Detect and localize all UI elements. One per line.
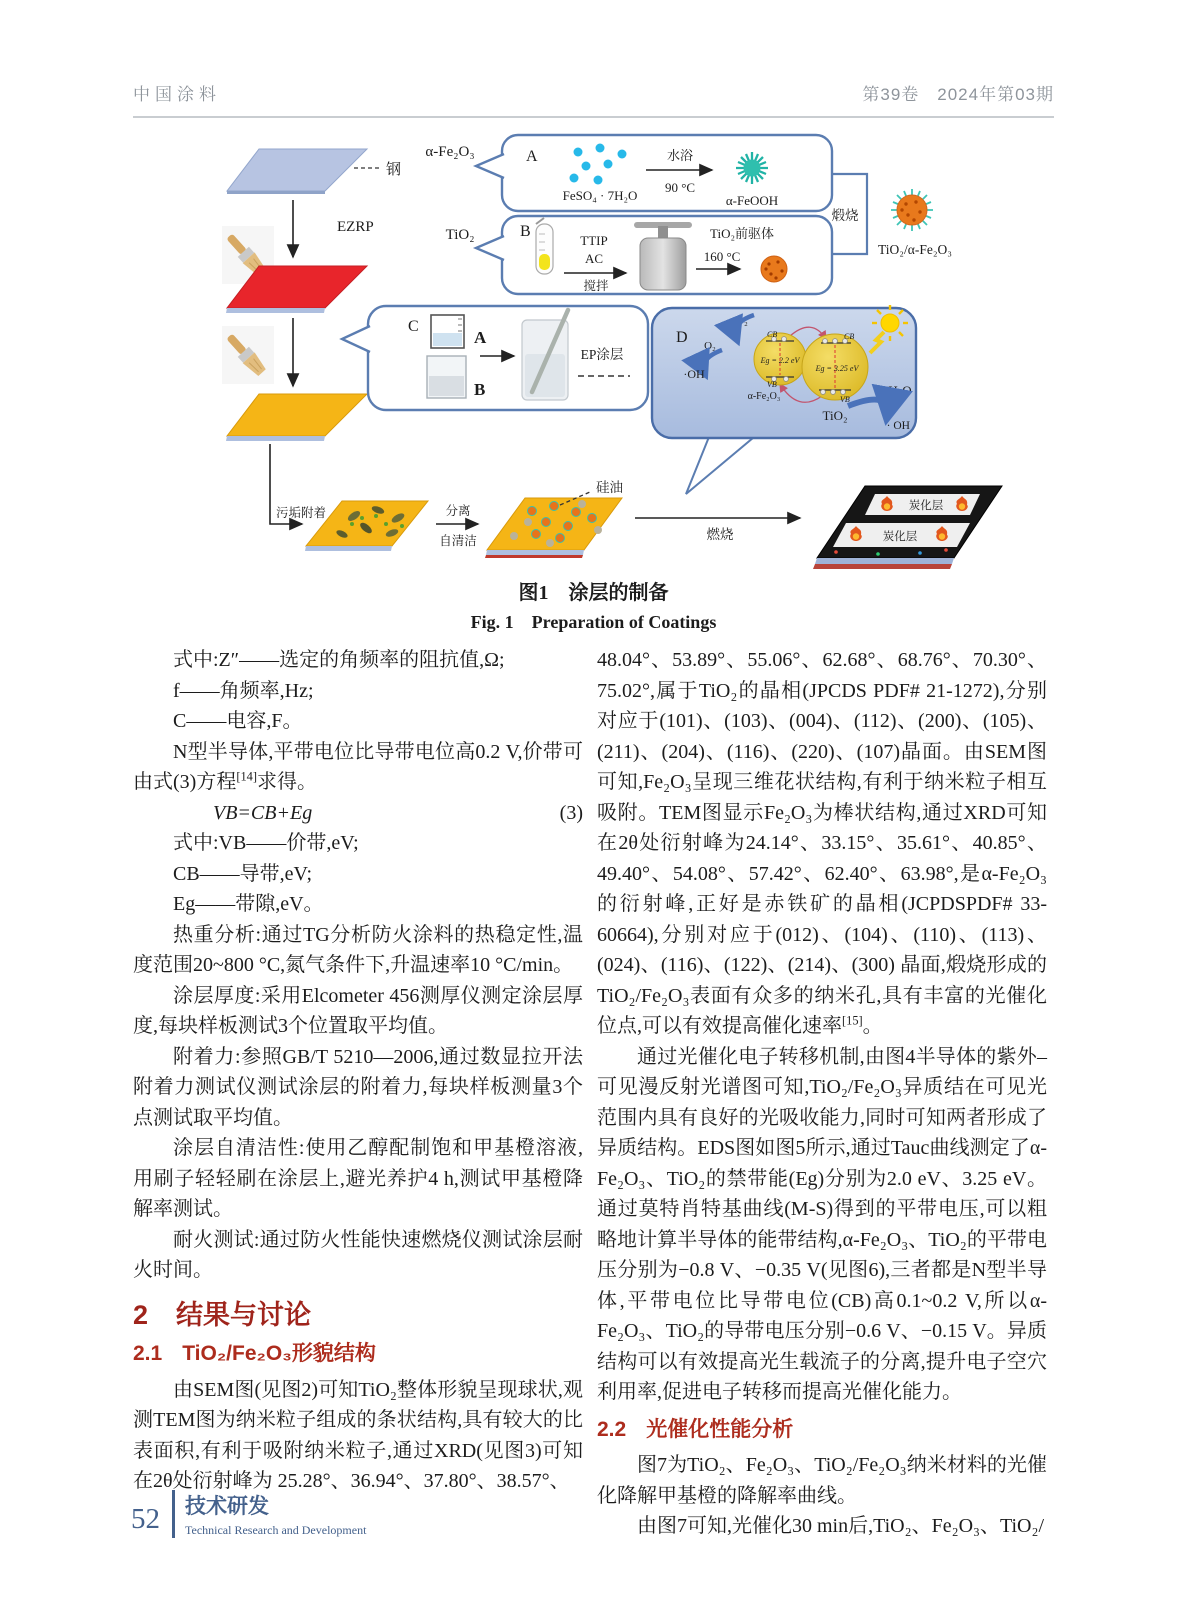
eg-fe2o3-label: Eg = 2.2 eV — [760, 356, 800, 365]
composite-label: TiO₂/α-Fe₂O₃ — [878, 242, 952, 257]
vb-label: VB — [767, 380, 777, 389]
stir-label: 搅拌 — [583, 279, 609, 293]
journal-title: 中国涂料 — [133, 85, 221, 104]
cleaned-plate — [485, 498, 622, 558]
paragraph: Eg——带隙,eV。 — [173, 893, 324, 915]
bubble-c-tag: C — [408, 318, 419, 335]
subsection-heading-morphology — [133, 1339, 583, 1370]
equation-body: VB=CB+Eg — [213, 801, 313, 824]
paragraph: 热重分析:通过TG分析防火涂料的热稳定性,温度范围20~800 °C,氮气条件下,升温速率10 °C/min。 — [133, 923, 583, 976]
bubble-c-tail — [342, 326, 370, 352]
feso4-label: FeSO₄ · 7H₂O — [562, 188, 638, 203]
separation-label: 分离 — [445, 504, 471, 518]
eg-tio2-label: Eg = 3.25 eV — [815, 364, 859, 373]
subsection-number: 2.2 — [597, 1417, 627, 1441]
ezrp-label: EZRP — [337, 219, 374, 235]
volume-issue: 第39卷 2024年第03期 — [862, 85, 1054, 104]
paragraph: 涂层自清洁性:使用乙醇配制饱和甲基橙溶液,用刷子轻轻刷在涂层上,避光养护4 h,测试甲基橙降解率测试。 — [133, 1137, 583, 1220]
section-heading-results — [133, 1300, 583, 1331]
paragraph: 涂层厚度:采用Elcometer 456测厚仪测定涂层厚度,每块样板测试3个位置取平均值。 — [133, 984, 583, 1037]
bubble-a — [502, 135, 832, 211]
right-column — [597, 645, 1047, 1542]
paragraph: 式中:VB——价带,eV; — [173, 832, 359, 854]
paragraph: 由图7可知,光催化30 min后,TiO₂、Fe₂O₃、TiO₂/ — [637, 1515, 1045, 1537]
section-title: 结果与讨论 — [176, 1299, 312, 1330]
steel-plate — [227, 149, 367, 193]
subsection-number: 2.1 — [133, 1342, 163, 1365]
page-header — [133, 80, 1054, 118]
figure-1-preparation-scheme — [130, 126, 1065, 581]
footer-section-en: Technical Research and Development — [185, 1523, 367, 1537]
paragraph: 图7为TiO₂、Fe₂O₃、TiO₂/Fe₂O₃纳米材料的光催化降解甲基橙的降解率曲线。 — [597, 1454, 1047, 1507]
beaker-a-icon — [431, 315, 464, 348]
bubble-a-tag: A — [526, 148, 538, 165]
paragraph: 耐火测试:通过防火性能快速燃烧仪测试涂层耐火时间。 — [133, 1228, 583, 1281]
tio2-precursor-label: TiO₂前驱体 — [709, 226, 775, 241]
ep-coating-label: EP涂层 — [580, 347, 624, 362]
paragraph: CB——导带,eV; — [173, 862, 313, 885]
paragraph: f——角频率,Hz; — [173, 679, 314, 702]
char-layer-label: 炭化层 — [908, 500, 944, 512]
paragraph: 48.04°、53.89°、55.06°、62.68°、68.76°、70.30°、75.02°,属于TiO₂的晶相(JPCDS PDF# 21-1272),分别对应于(101)、(103)、(004)、(112)、(200)、(105)、(211)、(204)、(116)、(220)、(107)晶面。由SEM图可知,Fe₂O₃呈现三维花状结构,有利于纳米粒子相互吸附。TEM图显示Fe₂O₃为棒状结构,通过XRD可知在2θ处衍射峰为24.14°、33.15°、35.61°、40.85°、49.40°、54.08°、57.42°、62.40°、63.98°,是α-Fe₂O₃的衍射峰,正好是赤铁矿的晶相(JCPDSPDF# 33-60664),分别对应于(012)、(104)、(110)、(113)、(024)、(116)、(122)、(214)、(300) 晶面,煅烧形成的TiO₂/Fe₂O₃表面有众多的纳米孔,具有丰富的光催化位点,可以有效提高催化速率[15]。 — [597, 649, 1047, 1037]
fe2o3-small-label: α-Fe₂O₃ — [747, 391, 781, 402]
paragraph: 由SEM图(见图2)可知TiO₂整体形貌呈现球状,观测TEM图为纳米粒子组成的条状结构,具有较大的比表面积,有利于吸附纳米粒子,通过XRD(见图3)可知在2θ处衍射峰为 25.28°、36.94°、37.80°、38.57°、 — [133, 1378, 583, 1492]
alpha-fe2o3-label: α-Fe₂O₃ — [425, 144, 475, 160]
ttip-label: TTIP — [580, 233, 608, 248]
precursor-sphere — [761, 256, 787, 282]
o2-label: O₂ — [704, 340, 716, 352]
subsection-title: 光催化性能分析 — [646, 1417, 794, 1441]
feooh-label: α-FeOOH — [725, 193, 779, 208]
page-footer — [131, 1490, 366, 1538]
paragraph: C——电容,F。 — [173, 710, 303, 732]
paragraph: 通过光催化电子转移机制,由图4半导体的紫外–可见漫反射光谱图可知,TiO₂/Fe₂O₃异质结在可见光范围内具有良好的光吸收能力,同时可知两者形成了异质结构。EDS图如图5所示,通过Tauc曲线测定了α-Fe₂O₃、TiO₂的禁带能(Eg)分别为2.0 eV、3.25 eV。通过莫特肖特基曲线(M-S)得到的平带电压,可以粗略地计算半导体的能带结构,α-Fe₂O₃、TiO₂的平带电压分别为−0.8 V、−0.35 V(见图6),三者都是N型半导体,平带电位比导带电位(CB)高0.1~0.2 V,所以α-Fe₂O₃、TiO₂的导带电压分别−0.6 V、−0.15 V。异质结构可以有效提高光生载流子的分离,提升电子空穴利用率,促进电子转移而提高光催化能力。 — [597, 1045, 1047, 1403]
composite-sphere — [891, 189, 933, 231]
figure-caption-en: Fig. 1 Preparation of Coatings — [470, 612, 717, 632]
bubble-d-tag: D — [676, 329, 688, 346]
self-clean-label: 自清洁 — [439, 534, 477, 548]
bubble-b-tail — [476, 236, 504, 260]
equation-3 — [133, 798, 583, 829]
bubble-b-tag: B — [520, 223, 531, 240]
section-number: 2 — [133, 1299, 149, 1330]
cb-label: CB — [844, 332, 855, 341]
beaker-b-icon — [427, 356, 466, 398]
char-layer-label: 炭化层 — [882, 531, 918, 543]
reference-mark: [15] — [842, 1013, 863, 1028]
water-bath-label: 水浴 — [666, 148, 694, 163]
steel-label: 钢 — [386, 162, 402, 178]
temp-90-label: 90 °C — [664, 180, 696, 195]
burning-label: 燃烧 — [706, 527, 734, 542]
calcine-label: 煅烧 — [831, 208, 859, 223]
paint-brush-icon — [222, 326, 274, 384]
paragraph: N型半导体,平带电位比导带电位高0.2 V,价带可由式(3)方程[14]求得。 — [133, 740, 583, 793]
beaker-b-letter: B — [474, 380, 486, 399]
charred-plate — [813, 486, 1002, 569]
h2o-label: H₂O — [888, 383, 912, 398]
page-number: 52 — [131, 1503, 160, 1535]
reference-mark: [14] — [236, 769, 257, 784]
figure-caption-zh: 图1 涂层的制备 — [518, 582, 669, 604]
fouling-label: 污垢附着 — [276, 506, 327, 520]
figure-caption — [0, 580, 1187, 635]
subsection-title: TiO₂/Fe₂O₃形貌结构 — [182, 1342, 376, 1365]
oh-product-label: · OH — [886, 420, 910, 432]
mixing-glass-icon — [522, 310, 568, 400]
equation-number: (3) — [559, 801, 583, 824]
topcoat-plate — [226, 394, 367, 441]
paragraph: 附着力:参照GB/T 5210—2006,通过数显拉开法附着力测试仪测试涂层的附着力,每块样板测量3个点测试取平均值。 — [133, 1045, 583, 1129]
subsection-heading-photocatalysis — [597, 1415, 1047, 1446]
oh-radical-label: ·OH — [683, 367, 705, 381]
left-column — [133, 645, 583, 1497]
centrifuge-tube-icon — [536, 218, 553, 274]
temp-160-label: 160 °C — [703, 249, 741, 264]
footer-section-zh: 技术研发 — [185, 1495, 269, 1518]
ac-label: AC — [584, 251, 604, 266]
silicone-oil-label: 硅油 — [596, 480, 623, 495]
tio2-label: TiO₂ — [445, 227, 475, 243]
tio2-small-label: TiO₂ — [822, 408, 848, 423]
beaker-a-letter: A — [474, 328, 487, 347]
vb-label: VB — [840, 395, 850, 404]
bubble-a-tail — [476, 154, 504, 178]
paragraph: 式中:Z″——选定的角频率的阻抗值,Ω; — [173, 649, 505, 671]
cb-label: CB — [767, 330, 778, 339]
o2-label: O₂ — [736, 315, 748, 327]
